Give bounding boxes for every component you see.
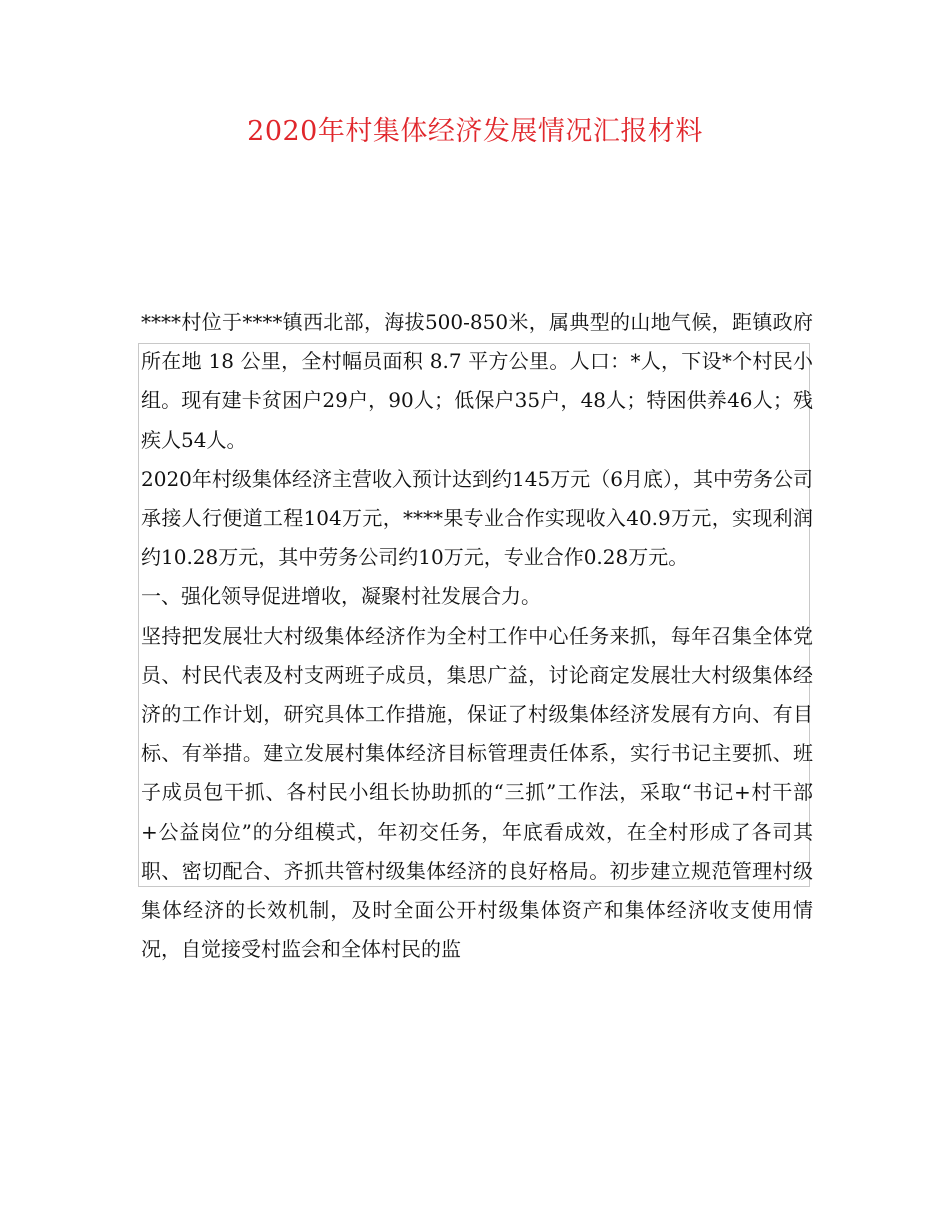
document-body: [141, 303, 813, 969]
paragraph-income: 2020年村级集体经济主营收入预计达到约145万元（6月底），其中劳务公司承接人行便道工程104万元，****果专业合作实现收入40.9万元，实现利润约10.28万元，其中劳务公司约10万元，专业合作0.28万元。: [141, 466, 813, 570]
document-title: 2020年村集体经济发展情况汇报材料: [247, 116, 703, 147]
paragraph-leadership: 坚持把发展壮大村级集体经济作为全村工作中心任务来抓，每年召集全体党员、村民代表及村支两班子成员，集思广益，讨论商定发展壮大村级集体经济的工作计划，研究具体工作措施，保证了村级集体经济发展有方向、有目标、有举措。建立发展村集体经济目标管理责任体系，实行书记主要抓、班子成员包干抓、各村民小组长协助抓的“三抓”工作法，采取“书记+村干部+公益岗位”的分组模式，年初交任务，年底看成效，在全村形成了各司其职、密切配合、齐抓共管村级集体经济的良好格局。初步建立规范管理村级集体经济的长效机制，及时全面公开村级集体资产和集体经济收支使用情况，自觉接受村监会和全体村民的监: [141, 623, 813, 962]
section-heading-1: 一、强化领导促进增收，凝聚村社发展合力。: [141, 584, 541, 609]
paragraph-intro: ****村位于****镇西北部，海拔500-850米，属典型的山地气候，距镇政府所在地 18 公里，全村幅员面积 8.7 平方公里。人口：*人，下设*个村民小组。现有建卡贫困户29户，90人；低保户35户，48人；特困供养46人；残疾人54人。: [141, 310, 813, 452]
